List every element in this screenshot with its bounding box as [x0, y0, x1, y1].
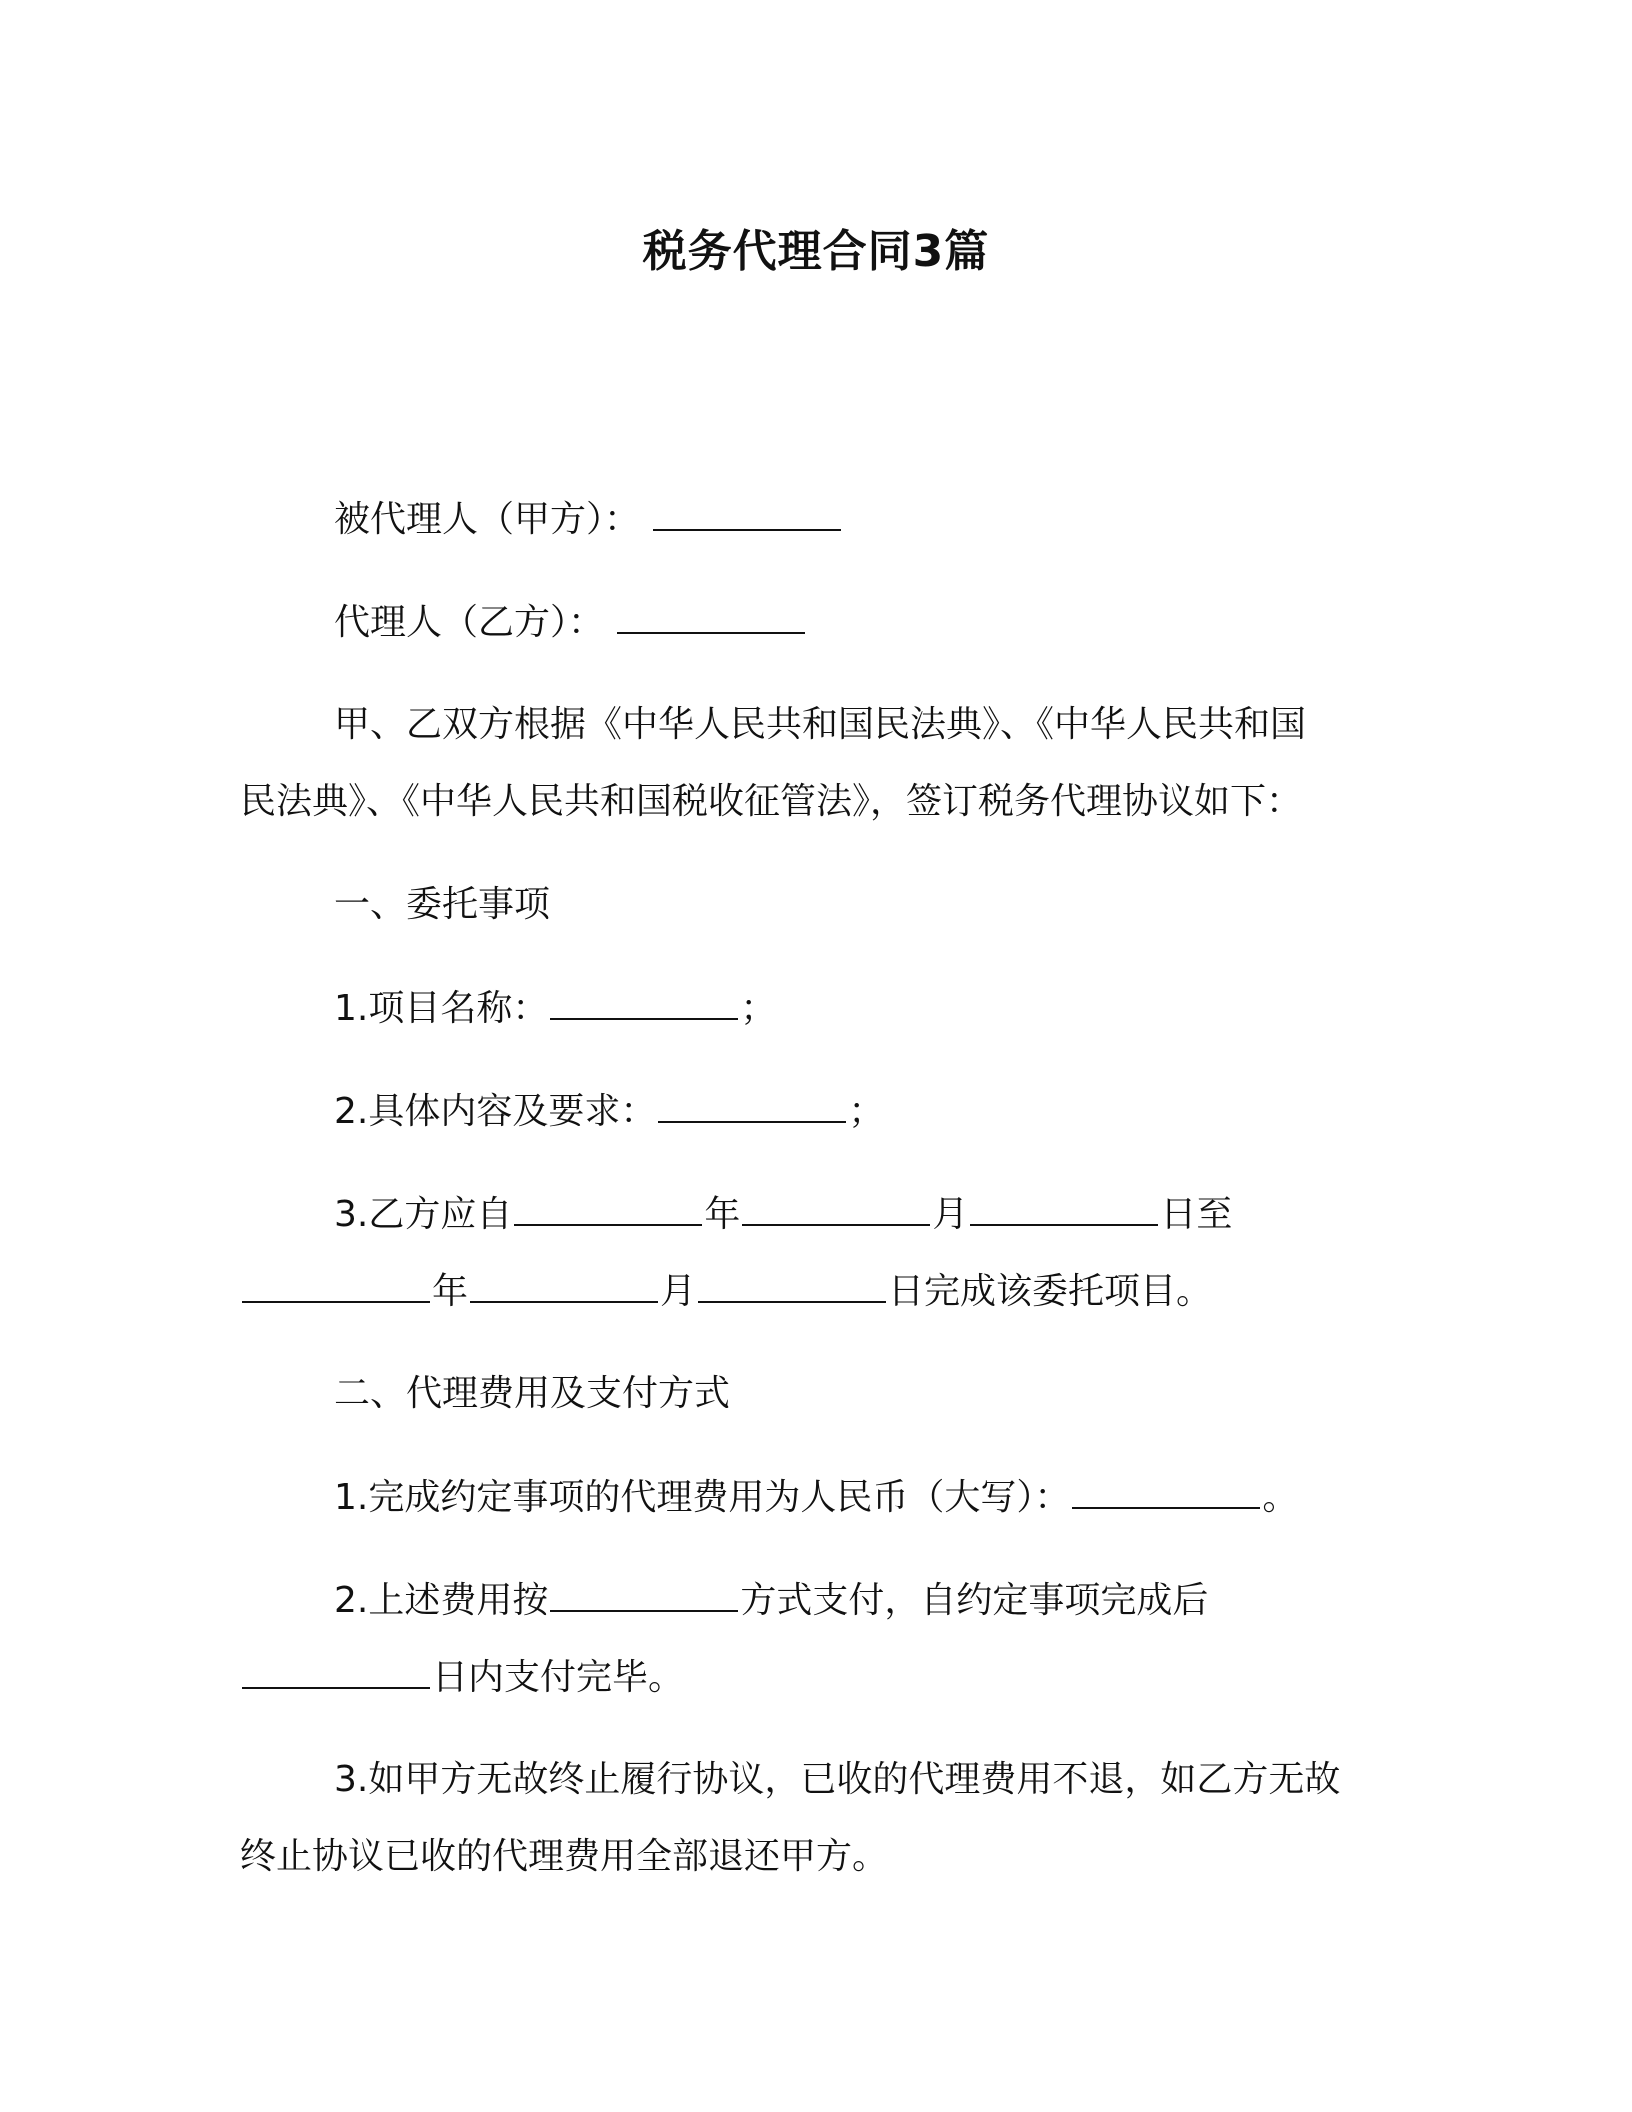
- fee-amount-blank: [1072, 1473, 1260, 1509]
- item-project-name-label: 1.项目名称：: [334, 988, 549, 1029]
- end-year-blank: [242, 1267, 430, 1303]
- project-name-blank: [550, 984, 738, 1020]
- preamble-line-2: 民法典》、《中华人民共和国税收征管法》，签订税务代理协议如下：: [240, 781, 1303, 822]
- start-day-tail: 日至: [1160, 1194, 1233, 1235]
- start-month-unit: 月: [932, 1194, 969, 1235]
- end-year-unit: 年: [432, 1271, 469, 1312]
- start-day-blank: [970, 1190, 1158, 1226]
- payment-days-blank: [242, 1653, 430, 1689]
- payment-tail: 方式支付，自约定事项完成后: [740, 1580, 1209, 1621]
- party-b-blank: [617, 598, 805, 634]
- payment-days-tail: 日内支付完毕。: [432, 1657, 685, 1698]
- item-payment-line-2: [240, 1653, 1390, 1702]
- item-period-line-2: [240, 1267, 1390, 1316]
- item-content-label: 2.具体内容及要求：: [334, 1091, 657, 1132]
- fee-amount-label: 1.完成约定事项的代理费用为人民币（大写）：: [334, 1477, 1071, 1518]
- item-project-name: [334, 984, 1484, 1033]
- party-a-line: [334, 495, 1484, 544]
- item-fee-amount: [334, 1473, 1484, 1522]
- end-day-tail: 日完成该委托项目。: [888, 1271, 1213, 1312]
- period-label: 3.乙方应自: [334, 1194, 513, 1235]
- payment-method-blank: [550, 1576, 738, 1612]
- party-a-blank: [653, 495, 841, 531]
- item-period-line-1: [334, 1190, 1484, 1239]
- section-heading-2: 二、代理费用及支付方式: [334, 1373, 731, 1414]
- item-content-requirements: [334, 1087, 1484, 1136]
- preamble-line-1: 甲、乙双方根据《中华人民共和国民法典》、《中华人民共和国: [334, 704, 1307, 745]
- party-b-line: [334, 598, 1484, 647]
- fee-amount-tail: 。: [1262, 1477, 1299, 1518]
- item-project-name-tail: ；: [740, 988, 777, 1029]
- item-termination-line-2: 终止协议已收的代理费用全部退还甲方。: [240, 1836, 889, 1877]
- document-title: 税务代理合同3篇: [642, 226, 990, 277]
- item-termination-line-1: 3.如甲方无故终止履行协议，已收的代理费用不退，如乙方无故: [334, 1759, 1341, 1800]
- content-blank: [658, 1087, 846, 1123]
- item-content-tail: ；: [848, 1091, 885, 1132]
- start-month-blank: [742, 1190, 930, 1226]
- item-payment-line-1: [334, 1576, 1484, 1625]
- start-year-unit: 年: [704, 1194, 741, 1235]
- end-month-unit: 月: [660, 1271, 697, 1312]
- payment-label: 2.上述费用按: [334, 1580, 549, 1621]
- party-a-label: 被代理人（甲方）：: [334, 499, 641, 540]
- start-year-blank: [514, 1190, 702, 1226]
- end-day-blank: [698, 1267, 886, 1303]
- end-month-blank: [470, 1267, 658, 1303]
- party-b-label: 代理人（乙方）：: [334, 602, 605, 643]
- section-heading-1: 一、委托事项: [334, 884, 551, 925]
